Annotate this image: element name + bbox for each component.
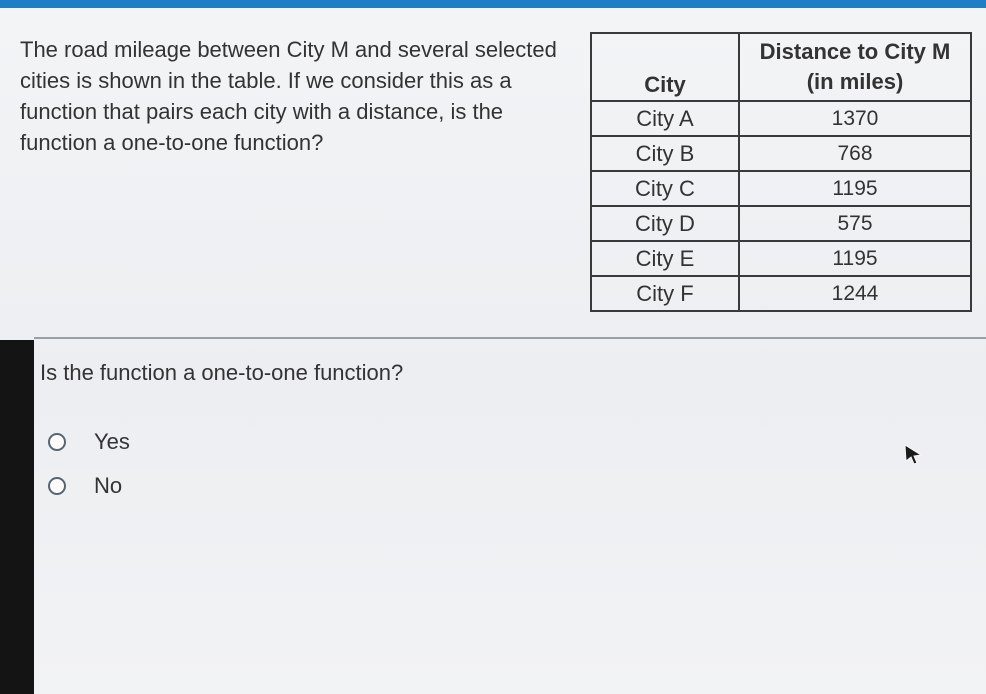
distance-cell: 1370	[739, 101, 971, 136]
distance-cell: 1195	[739, 241, 971, 276]
radio-button-icon[interactable]	[48, 477, 66, 495]
screen-bezel	[0, 340, 34, 694]
table-row	[591, 171, 971, 206]
city-cell: City C	[591, 171, 739, 206]
question-text: The road mileage between City M and several selected cities is shown in the table. If we consider this as a function that pairs each city with a distance, is the function a one-to-one function?	[20, 37, 557, 155]
distance-cell: 575	[739, 206, 971, 241]
section-divider	[34, 337, 986, 339]
table-header-row	[591, 33, 971, 101]
header-distance	[739, 33, 971, 101]
option-yes[interactable]	[48, 428, 130, 456]
header-distance-line2: (in miles)	[806, 69, 904, 94]
city-cell: City B	[591, 136, 739, 171]
option-no[interactable]	[48, 472, 122, 500]
mouse-pointer-icon	[902, 443, 924, 467]
answer-prompt: Is the function a one-to-one function?	[40, 360, 404, 385]
table-row	[591, 101, 971, 136]
header-city: City	[591, 33, 739, 101]
table-row	[591, 241, 971, 276]
option-yes-label[interactable]: Yes	[94, 429, 130, 454]
table-row	[591, 276, 971, 311]
city-cell: City F	[591, 276, 739, 311]
table-row	[591, 206, 971, 241]
option-no-label[interactable]: No	[94, 473, 123, 498]
mileage-table	[590, 32, 972, 312]
top-accent-bar	[0, 0, 986, 8]
distance-cell: 1195	[739, 171, 971, 206]
distance-cell: 768	[739, 136, 971, 171]
table-row	[591, 136, 971, 171]
distance-cell: 1244	[739, 276, 971, 311]
radio-button-icon[interactable]	[48, 433, 66, 451]
city-cell: City A	[591, 101, 739, 136]
city-cell: City E	[591, 241, 739, 276]
city-cell: City D	[591, 206, 739, 241]
header-distance-line1: Distance to City M	[759, 39, 951, 64]
